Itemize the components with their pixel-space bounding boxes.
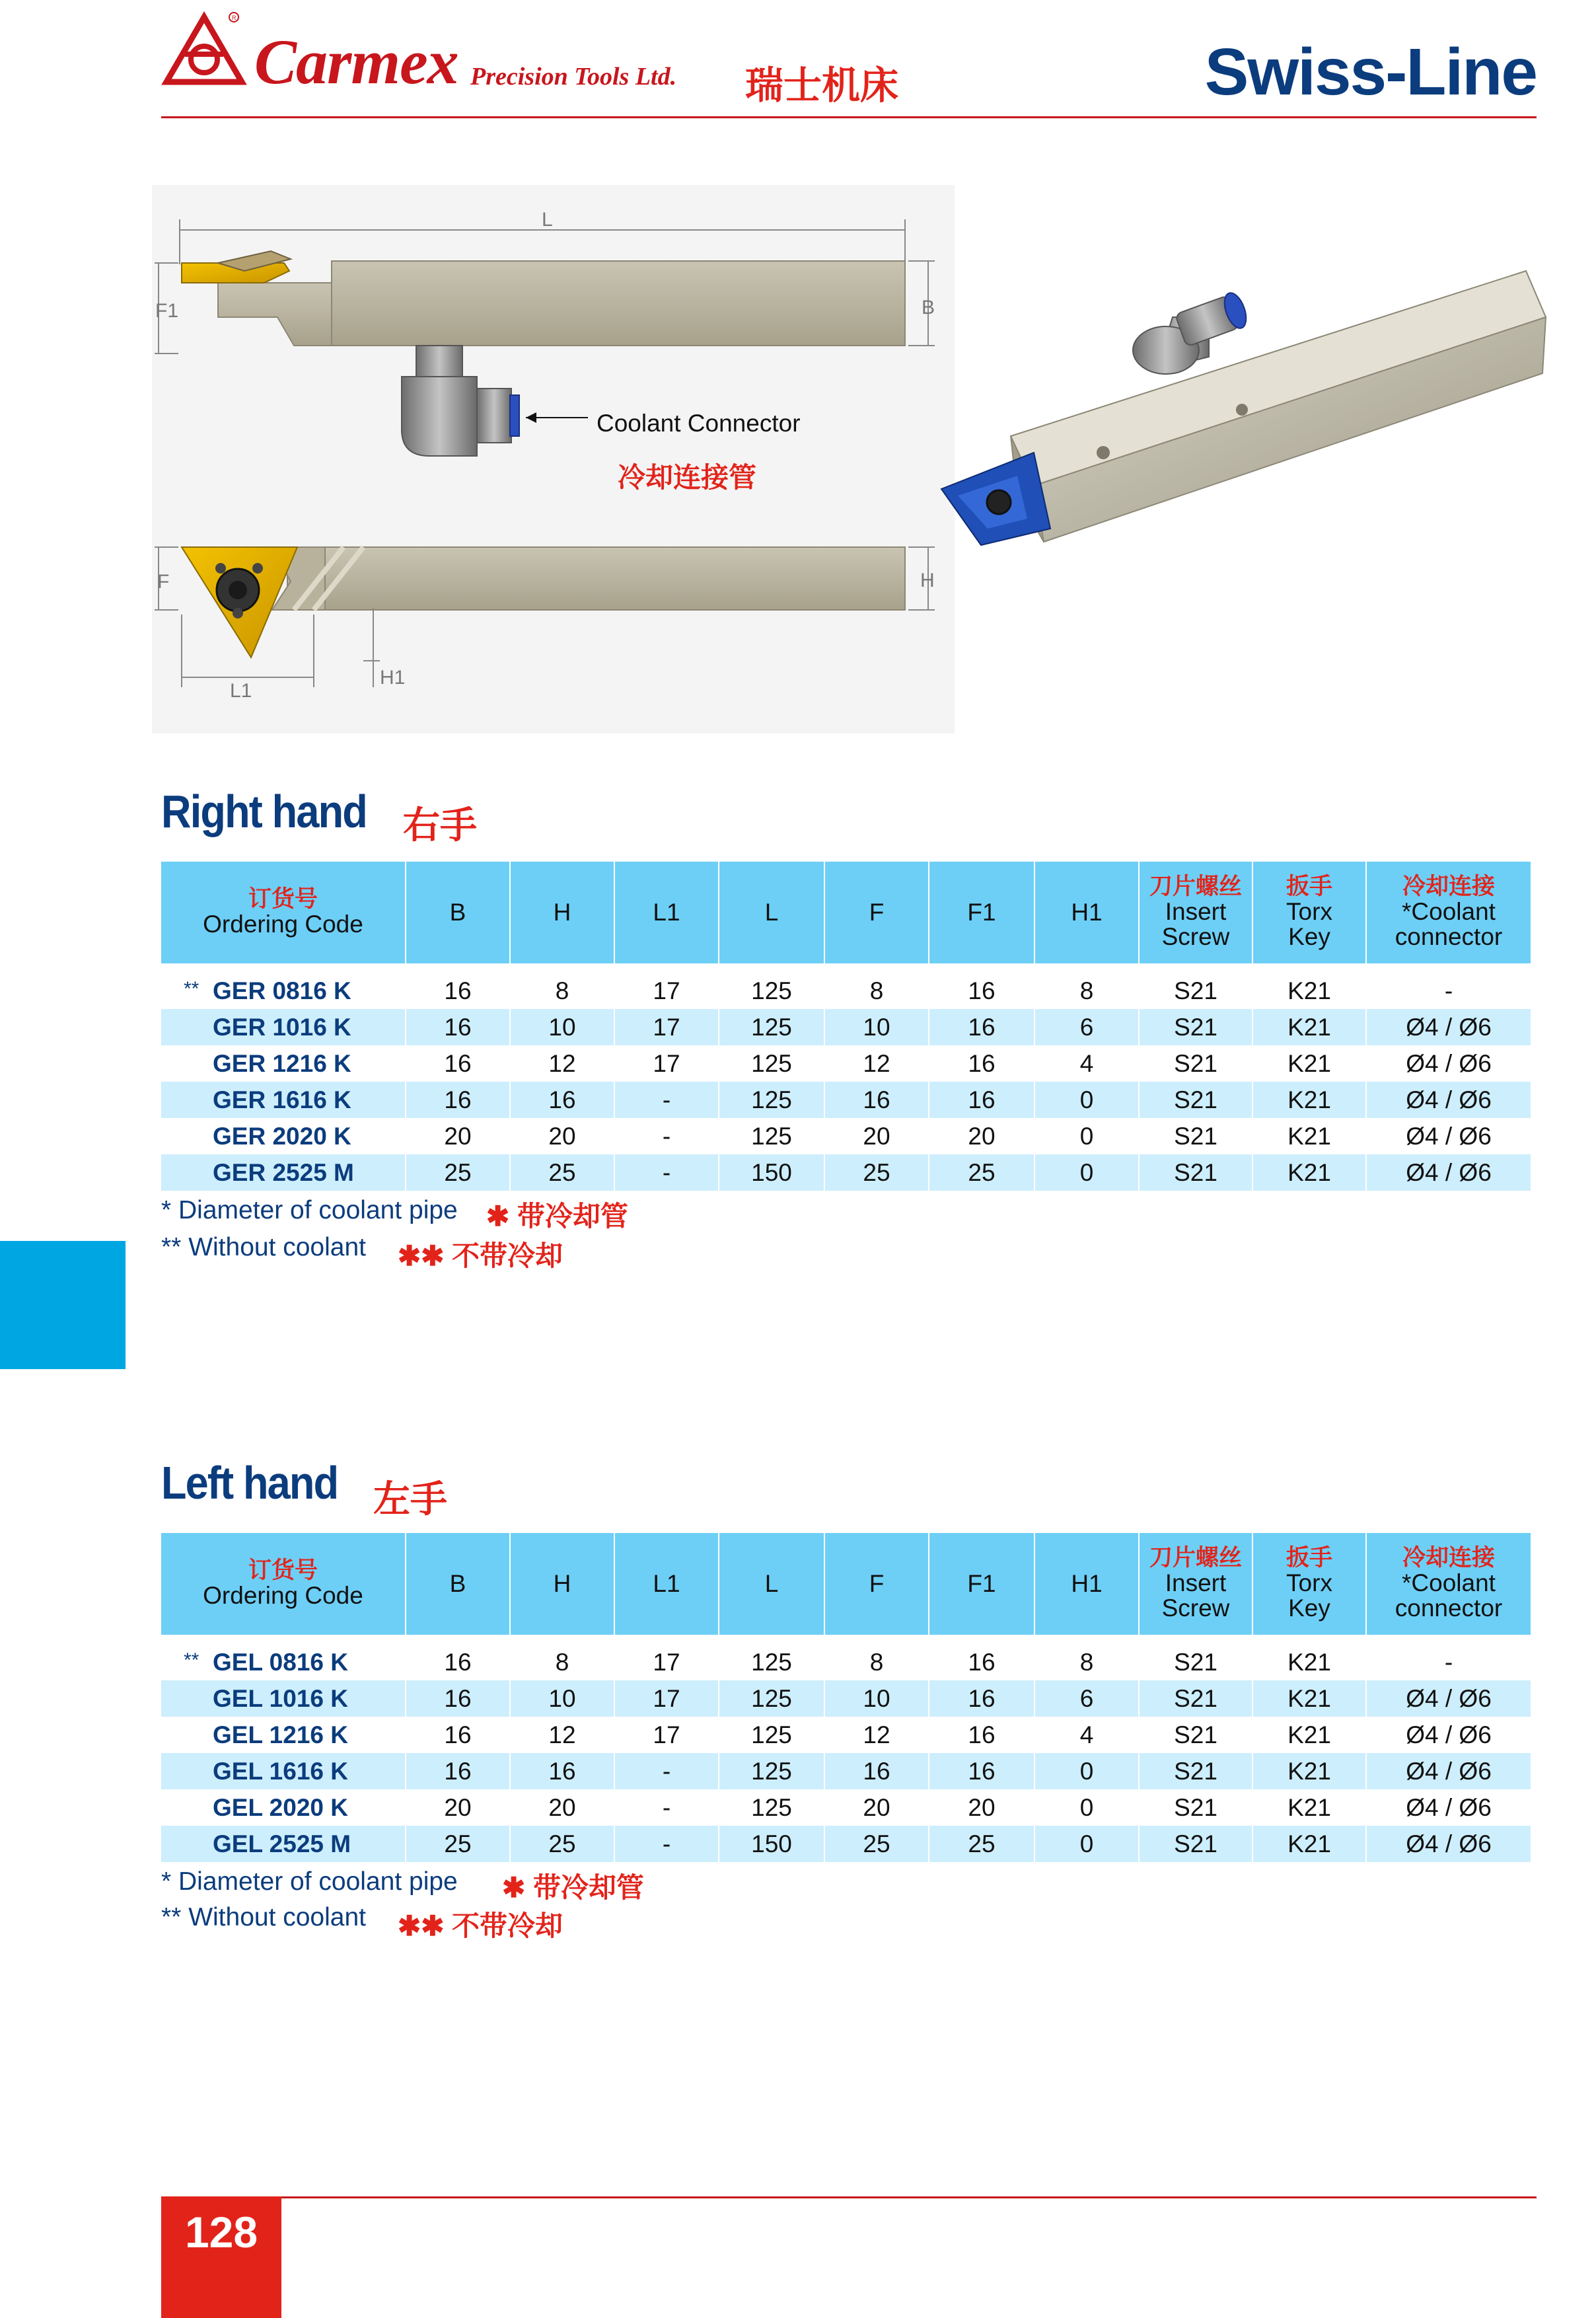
cell-b: 16 (406, 1082, 510, 1118)
cell-f: 20 (824, 1118, 929, 1154)
cell-key: K21 (1252, 1753, 1366, 1789)
coolant-connector-label: Coolant Connector (597, 410, 801, 437)
col-h1: H1 (1034, 1533, 1139, 1635)
right-hand-title: Right hand (161, 786, 367, 837)
cell-f1: 25 (929, 1154, 1034, 1191)
table-row (161, 1789, 1531, 1826)
dim-b-label: B (922, 297, 935, 318)
cell-h1: 4 (1034, 1045, 1139, 1082)
cell-l: 125 (719, 1680, 824, 1717)
ordering-code-cell (161, 973, 406, 1009)
note-no-coolant-cn: ✱✱ 不带冷却 (398, 1240, 563, 1271)
ordering-code: GEL 2020 K (213, 1793, 348, 1821)
ordering-code-cell (161, 1680, 406, 1717)
cell-h1: 0 (1034, 1753, 1139, 1789)
dim-f-label: F (157, 571, 170, 593)
cell-coolant: - (1444, 1648, 1453, 1676)
cell-coolant: Ø4 / Ø6 (1366, 1082, 1531, 1118)
col-b: B (406, 1533, 510, 1635)
cell-f: 8 (824, 1644, 929, 1680)
col-l1: L1 (614, 1533, 719, 1635)
ordering-code-cell (161, 1826, 406, 1862)
cell-l: 125 (719, 973, 824, 1009)
cell-f1: 16 (929, 1644, 1034, 1680)
cell-coolant: Ø4 / Ø6 (1406, 1721, 1492, 1748)
cell-screw: S21 (1139, 1082, 1252, 1118)
cell-coolant: Ø4 / Ø6 (1406, 1049, 1492, 1077)
ordering-code-cell (161, 1717, 406, 1753)
cell-h1: 0 (1034, 1082, 1139, 1118)
chinese-title: 瑞士机床 (745, 64, 899, 107)
cell-h1: 8 (1034, 973, 1139, 1009)
cell-l: 150 (719, 1826, 824, 1862)
cell-l1: 17 (614, 973, 719, 1009)
table-row (161, 1680, 1531, 1717)
brand-subtitle: Precision Tools Ltd. (470, 63, 677, 91)
cell-l1: 17 (614, 1009, 719, 1045)
cell-h: 20 (510, 1118, 614, 1154)
cell-h1: 6 (1034, 1680, 1139, 1717)
cell-h: 12 (510, 1717, 614, 1753)
right-hand-title-cn: 右手 (403, 804, 477, 846)
ordering-code: GER 1016 K (213, 1013, 351, 1041)
cell-screw: S21 (1139, 1680, 1252, 1717)
cell-f: 10 (824, 1009, 929, 1045)
note-coolant-cn: ✱ 带冷却管 (502, 1872, 644, 1903)
ordering-code-cell (161, 1753, 406, 1789)
note-coolant: * Diameter of coolant pipe (161, 1867, 458, 1896)
note-coolant-cn: ✱ 带冷却管 (486, 1201, 628, 1232)
note-no-coolant: ** Without coolant (161, 1233, 367, 1261)
no-coolant-marker: ** (184, 1649, 200, 1671)
cell-h: 25 (510, 1154, 614, 1191)
cell-l1: 17 (614, 1045, 719, 1082)
cell-b: 16 (406, 1717, 510, 1753)
cell-f: 10 (824, 1680, 929, 1717)
table-row (161, 973, 1531, 1009)
cell-f1: 16 (929, 1045, 1034, 1082)
cell-h: 16 (510, 1753, 614, 1789)
cell-screw: S21 (1139, 1154, 1252, 1191)
cell-b: 16 (406, 1009, 510, 1045)
table-row (161, 1154, 1531, 1191)
cell-b: 20 (406, 1789, 510, 1826)
cell-coolant: Ø4 / Ø6 (1366, 1154, 1531, 1191)
cell-b: 20 (406, 1118, 510, 1154)
cell-b: 25 (406, 1826, 510, 1862)
table-row (161, 1009, 1531, 1045)
cell-h: 10 (510, 1009, 614, 1045)
ordering-code-cell (161, 1789, 406, 1826)
cell-f: 25 (824, 1826, 929, 1862)
cell-h1: 0 (1034, 1789, 1139, 1826)
svg-text:R: R (232, 15, 236, 21)
tool-holder-drawing (152, 185, 1559, 753)
ordering-code: GER 1216 K (213, 1049, 351, 1077)
left-hand-table (161, 1533, 1531, 1862)
right-hand-table (161, 862, 1531, 1191)
ordering-code: GER 1616 K (213, 1086, 351, 1113)
cell-h: 25 (510, 1826, 614, 1862)
page-number: 128 (184, 2208, 258, 2257)
footer-divider (161, 2196, 1537, 2198)
cell-b: 16 (406, 1644, 510, 1680)
cell-l1: - (614, 1826, 719, 1862)
cell-b: 16 (406, 1680, 510, 1717)
cell-l: 125 (719, 1118, 824, 1154)
note-coolant: * Diameter of coolant pipe (161, 1196, 458, 1224)
cell-key: K21 (1252, 1118, 1366, 1154)
cell-b: 16 (406, 1045, 510, 1082)
cell-f: 12 (824, 1045, 929, 1082)
cell-coolant: Ø4 / Ø6 (1406, 1122, 1492, 1150)
cell-f: 8 (824, 973, 929, 1009)
cell-l1: - (614, 1082, 719, 1118)
ordering-code: GEL 0816 K (213, 1648, 348, 1676)
cell-f1: 16 (929, 1009, 1034, 1045)
cell-coolant: Ø4 / Ø6 (1366, 1826, 1531, 1862)
col-ordering-code: 订货号 Ordering Code (161, 862, 406, 963)
col-h: H (510, 1533, 614, 1635)
cell-l: 125 (719, 1789, 824, 1826)
cell-f: 25 (824, 1154, 929, 1191)
cell-l1: - (614, 1789, 719, 1826)
cell-h: 8 (510, 1644, 614, 1680)
cell-l: 150 (719, 1154, 824, 1191)
table-row (161, 1045, 1531, 1082)
note-no-coolant-cn: ✱✱ 不带冷却 (398, 1910, 563, 1941)
no-coolant-marker: ** (184, 978, 200, 1000)
cell-h: 12 (510, 1045, 614, 1082)
dim-h1-label: H1 (380, 667, 406, 689)
cell-l: 125 (719, 1082, 824, 1118)
table-row (161, 1118, 1531, 1154)
cell-h: 8 (510, 973, 614, 1009)
cell-coolant: - (1444, 977, 1453, 1004)
table-header-row (161, 862, 1531, 963)
col-coolant-connector: 冷却连接 *Coolant connector (1366, 1533, 1531, 1635)
cell-f: 20 (824, 1789, 929, 1826)
cell-coolant: Ø4 / Ø6 (1366, 1680, 1531, 1717)
cell-l1: 17 (614, 1644, 719, 1680)
cell-l: 125 (719, 1009, 824, 1045)
col-f1: F1 (929, 1533, 1034, 1635)
cell-screw: S21 (1139, 1118, 1252, 1154)
ordering-code: GEL 1016 K (213, 1684, 348, 1712)
cell-b: 16 (406, 973, 510, 1009)
ordering-code: GER 0816 K (213, 977, 351, 1004)
ordering-code-cell (161, 1644, 406, 1680)
cell-b: 25 (406, 1154, 510, 1191)
cell-l1: 17 (614, 1717, 719, 1753)
cell-h: 10 (510, 1680, 614, 1717)
dim-f1-label: F1 (155, 300, 179, 322)
ordering-code-cell (161, 1009, 406, 1045)
table-row (161, 1644, 1531, 1680)
page-title: Swiss-Line (1204, 35, 1537, 109)
cell-h: 20 (510, 1789, 614, 1826)
table-row (161, 1717, 1531, 1753)
ordering-code: GER 2020 K (213, 1122, 351, 1150)
cell-l: 125 (719, 1644, 824, 1680)
col-f: F (824, 1533, 929, 1635)
cell-key: K21 (1252, 1826, 1366, 1862)
cell-f1: 16 (929, 1717, 1034, 1753)
cell-key: K21 (1252, 973, 1366, 1009)
cell-screw: S21 (1139, 1009, 1252, 1045)
col-l: L (719, 862, 824, 963)
left-hand-title-cn: 左手 (373, 1478, 447, 1520)
section-side-tab (0, 1241, 126, 1369)
carmex-logo-icon (161, 11, 247, 90)
cell-l1: - (614, 1118, 719, 1154)
table-spacer-row (161, 1635, 1531, 1644)
cell-f: 12 (824, 1717, 929, 1753)
cell-f1: 16 (929, 973, 1034, 1009)
col-b: B (406, 862, 510, 963)
table-row (161, 1753, 1531, 1789)
col-torx-key: 扳手 Torx Key (1252, 862, 1366, 963)
col-f: F (824, 862, 929, 963)
cell-key: K21 (1252, 1789, 1366, 1826)
table-spacer-row (161, 963, 1531, 973)
cell-f1: 25 (929, 1826, 1034, 1862)
cell-h1: 6 (1034, 1009, 1139, 1045)
ordering-code: GEL 2525 M (213, 1830, 351, 1857)
cell-f1: 16 (929, 1753, 1034, 1789)
cell-screw: S21 (1139, 1045, 1252, 1082)
brand-name: Carmex (254, 26, 458, 97)
dim-l-label: L (542, 209, 553, 231)
table-header-row (161, 1533, 1531, 1635)
cell-l1: 17 (614, 1680, 719, 1717)
cell-coolant: Ø4 / Ø6 (1406, 1793, 1492, 1821)
cell-h1: 0 (1034, 1154, 1139, 1191)
cell-h: 16 (510, 1082, 614, 1118)
cell-screw: S21 (1139, 1789, 1252, 1826)
coolant-connector-label-cn: 冷却连接管 (618, 462, 757, 493)
cell-l1: - (614, 1753, 719, 1789)
cell-l: 125 (719, 1045, 824, 1082)
col-h: H (510, 862, 614, 963)
cell-key: K21 (1252, 1154, 1366, 1191)
cell-coolant: Ø4 / Ø6 (1366, 1753, 1531, 1789)
ordering-code-cell (161, 1082, 406, 1118)
table-row (161, 1826, 1531, 1862)
cell-key: K21 (1252, 1644, 1366, 1680)
ordering-code: GEL 1216 K (213, 1721, 348, 1748)
col-insert-screw: 刀片螺丝 Insert Screw (1139, 1533, 1252, 1635)
col-h1: H1 (1034, 862, 1139, 963)
cell-screw: S21 (1139, 973, 1252, 1009)
header-divider (161, 116, 1537, 118)
cell-key: K21 (1252, 1045, 1366, 1082)
cell-coolant: Ø4 / Ø6 (1366, 1009, 1531, 1045)
col-f1: F1 (929, 862, 1034, 963)
cell-l: 125 (719, 1717, 824, 1753)
cell-f: 16 (824, 1753, 929, 1789)
cell-h1: 0 (1034, 1118, 1139, 1154)
cell-h1: 4 (1034, 1717, 1139, 1753)
col-torx-key: 扳手 Torx Key (1252, 1533, 1366, 1635)
dim-h-label: H (920, 570, 935, 591)
cell-f1: 16 (929, 1680, 1034, 1717)
cell-h1: 0 (1034, 1826, 1139, 1862)
cell-b: 16 (406, 1753, 510, 1789)
table-row (161, 1082, 1531, 1118)
cell-h1: 8 (1034, 1644, 1139, 1680)
cell-f1: 20 (929, 1118, 1034, 1154)
left-hand-title: Left hand (161, 1457, 338, 1509)
ordering-code-cell (161, 1045, 406, 1082)
cell-key: K21 (1252, 1717, 1366, 1753)
cell-f1: 20 (929, 1789, 1034, 1826)
cell-screw: S21 (1139, 1717, 1252, 1753)
cell-l: 125 (719, 1753, 824, 1789)
cell-key: K21 (1252, 1009, 1366, 1045)
cell-f1: 16 (929, 1082, 1034, 1118)
col-ordering-code: 订货号 Ordering Code (161, 1533, 406, 1635)
col-insert-screw: 刀片螺丝 Insert Screw (1139, 862, 1252, 963)
cell-screw: S21 (1139, 1644, 1252, 1680)
col-coolant-connector: 冷却连接 *Coolant connector (1366, 862, 1531, 963)
dim-l1-label: L1 (230, 680, 252, 702)
col-l1: L1 (614, 862, 719, 963)
cell-l1: - (614, 1154, 719, 1191)
cell-screw: S21 (1139, 1826, 1252, 1862)
cell-key: K21 (1252, 1082, 1366, 1118)
col-l: L (719, 1533, 824, 1635)
cell-screw: S21 (1139, 1753, 1252, 1789)
ordering-code-cell (161, 1154, 406, 1191)
ordering-code: GER 2525 M (213, 1158, 354, 1186)
cell-f: 16 (824, 1082, 929, 1118)
note-no-coolant: ** Without coolant (161, 1903, 367, 1931)
cell-key: K21 (1252, 1680, 1366, 1717)
ordering-code: GEL 1616 K (213, 1757, 348, 1785)
ordering-code-cell (161, 1118, 406, 1154)
